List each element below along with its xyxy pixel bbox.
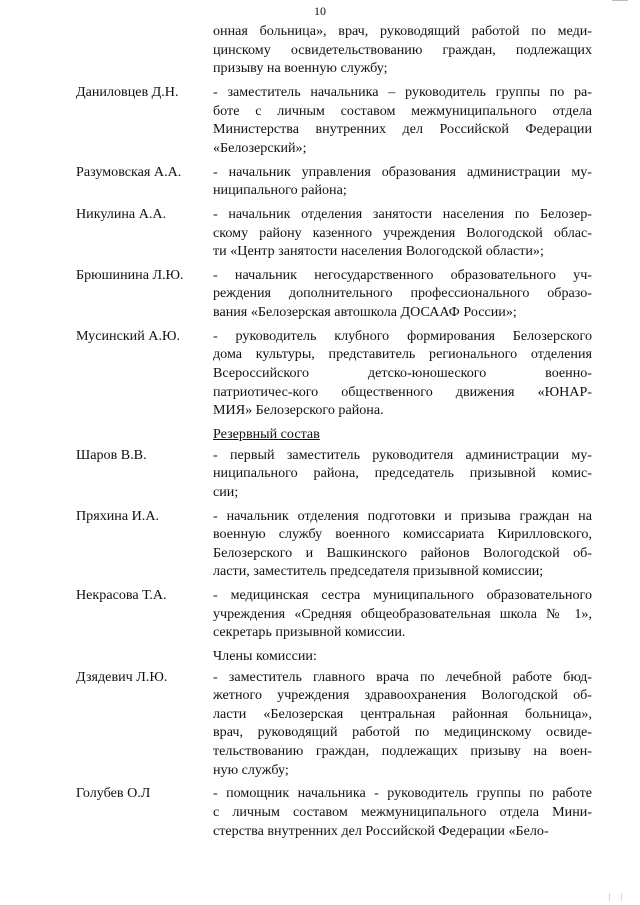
- text-line: ниципального района;: [213, 182, 347, 199]
- member-row: [76, 586, 592, 642]
- text-line: ласти, заместитель председателя призывной комиссии;: [213, 563, 544, 580]
- member-row: [76, 327, 592, 420]
- members-group-commission: [76, 668, 592, 841]
- text-line: скому району казенного учреждения Вологодской облас-: [213, 224, 592, 241]
- text-line: боте с личным составом межмуниципального отдела: [213, 102, 592, 119]
- member-row: [76, 507, 592, 581]
- intro-text: [213, 22, 592, 78]
- text-line: стерства внутренних дел Российской Федерации «Бело-: [213, 822, 549, 839]
- text-line: ласти «Белозерская центральная районная больница»,: [213, 705, 592, 722]
- text-line: - заместитель начальника – руководитель группы по ра-: [213, 83, 592, 100]
- text-line: призыву на военную службу;: [213, 60, 388, 77]
- text-line: с личным составом межмуниципального отдела Мини-: [213, 804, 592, 821]
- text-line: секретарь призывной комиссии.: [213, 624, 406, 641]
- text-line: учреждения «Средняя общеобразовательная школа № 1»,: [213, 605, 592, 622]
- member-name: Пряхина И.А.: [76, 507, 160, 524]
- member-position: [213, 205, 592, 261]
- text-line: Всероссийского детско-юношеского военно-: [213, 365, 592, 382]
- text-line: сии;: [213, 483, 239, 500]
- member-row: [76, 205, 592, 261]
- document-body: [76, 22, 592, 845]
- text-line: дома культуры, представитель регионального отделения: [213, 346, 592, 363]
- text-line: Белозерского и Вашкинского районов Вологодской об-: [213, 544, 592, 561]
- member-name: Даниловцев Д.Н.: [76, 83, 179, 100]
- text-line: онная больница», врач, руководящий работой по меди-: [213, 23, 592, 39]
- commission-heading: Члены комиссии:: [213, 648, 317, 665]
- text-line: ти «Центр занятости населения Вологодской области»;: [213, 243, 544, 260]
- text-line: «Белозерский»;: [213, 139, 307, 156]
- intro-continuation: [76, 22, 592, 78]
- member-position: [213, 784, 592, 840]
- member-name: Шаров В.В.: [76, 446, 147, 463]
- member-row: [76, 163, 592, 200]
- member-position: [213, 446, 592, 502]
- text-line: жетного учреждения здравоохранения Вологодской об-: [213, 687, 592, 704]
- text-line: вания «Белозерская автошкола ДОСААФ России»;: [213, 304, 517, 321]
- member-row: [76, 83, 592, 157]
- member-row: [76, 784, 592, 840]
- member-position: [213, 83, 592, 157]
- text-line: Министерства внутренних дел Российской Федерации: [213, 121, 592, 138]
- member-name: Мусинский А.Ю.: [76, 327, 180, 344]
- corner-mark-bottom: | |: [608, 892, 626, 901]
- text-line: ниципального района, председатель призывной комис-: [213, 465, 592, 482]
- member-name: Дзядевич Л.Ю.: [76, 668, 168, 685]
- text-line: реждения дополнительного профессионального образо-: [213, 285, 592, 302]
- text-line: - помощник начальника - руководитель группы по работе: [213, 785, 592, 802]
- member-row: [76, 446, 592, 502]
- member-position: [213, 507, 592, 581]
- text-line: - первый заместитель руководителя администрации му-: [213, 446, 592, 463]
- member-row: [76, 668, 592, 780]
- member-name: Брюшинина Л.Ю.: [76, 266, 184, 283]
- text-line: патриотичес-кого общественного движения «ЮНАР-: [213, 383, 592, 400]
- member-row: [76, 266, 592, 322]
- member-name: Некрасова Т.А.: [76, 587, 167, 604]
- text-line: - начальник отделения подготовки и призыва граждан на: [213, 507, 592, 524]
- text-line: - начальник негосударственного образовательного уч-: [213, 266, 592, 283]
- member-name: Голубев О.Л: [76, 785, 151, 802]
- text-line: МИЯ» Белозерского района.: [213, 402, 384, 419]
- text-line: - медицинская сестра муниципального образовательного: [213, 587, 592, 604]
- members-group-reserve: [76, 446, 592, 642]
- text-line: - заместитель главного врача по лечебной работе бюд-: [213, 668, 592, 685]
- text-line: ную службу;: [213, 761, 289, 778]
- text-line: - начальник управления образования администрации му-: [213, 163, 592, 180]
- text-line: цинскому освидетельствованию граждан, подлежащих: [213, 41, 592, 58]
- member-position: [213, 266, 592, 322]
- text-line: военную службу военного комиссариата Кирилловского,: [213, 526, 592, 543]
- member-position: [213, 163, 592, 200]
- member-name: Никулина А.А.: [76, 205, 167, 222]
- reserve-heading: Резервный состав: [213, 426, 320, 442]
- members-group-main: [76, 83, 592, 420]
- page-number: 10: [314, 4, 326, 18]
- member-position: [213, 668, 592, 780]
- text-line: тельствованию граждан, подлежащих призыву на воен-: [213, 743, 592, 760]
- text-line: - руководитель клубного формирования Белозерского: [213, 327, 592, 344]
- text-line: - начальник отделения занятости населения по Белозер-: [213, 205, 592, 222]
- member-position: [213, 327, 592, 420]
- member-position: [213, 586, 592, 642]
- member-name: Разумовская А.А.: [76, 163, 182, 180]
- text-line: врач, руководящий работой по медицинскому освиде-: [213, 724, 592, 741]
